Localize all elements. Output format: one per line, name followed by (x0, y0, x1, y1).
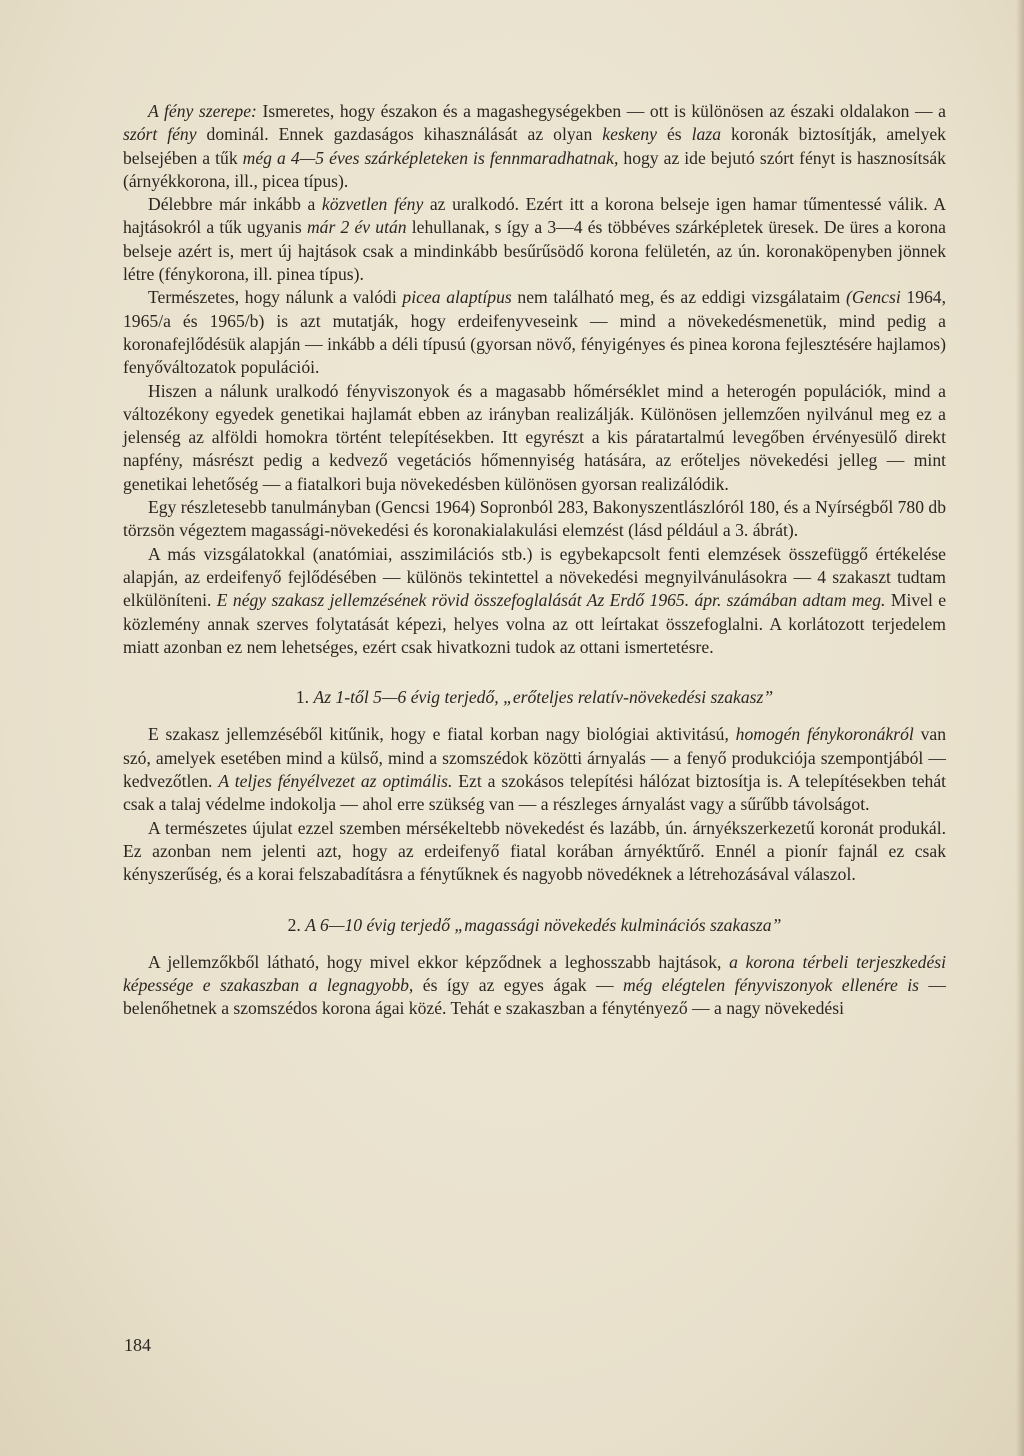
text-span: Természetes, hogy nálunk a valódi (148, 287, 403, 308)
paragraph (123, 193, 946, 286)
text-span: A más vizsgálatokkal (anatómiai, asszimilációs stb.) is egybekapcsolt fenti elemzések összefüggő értékelése alapján, az erdeifenyő fejlődésében — különös tekintettel a növekedési megnyilvánulásokra — 4 szakaszt tudtam elkülöníteni. (123, 543, 946, 611)
italic-span: picea alaptípus (402, 287, 512, 308)
section-2-title: A 6—10 évig terjedő „magassági növekedés kulminációs szakasza” (305, 914, 782, 935)
paragraph (123, 286, 946, 379)
text-span: és így az egyes ágak — (413, 975, 623, 996)
text-span: hogy az ide bejutó szórt fényt is hasznosítsák (árnyékkorona, ill., picea típus). (123, 147, 946, 191)
italic-span: A teljes fényélvezet az optimális. (218, 771, 453, 792)
paragraph (123, 723, 946, 816)
section-1-title: Az 1-től 5—6 évig terjedő, „erőteljes relatív-növekedési szakasz” (313, 687, 774, 708)
italic-span: szórt fény (123, 124, 197, 145)
section-1-heading (123, 686, 946, 709)
body-text (123, 100, 946, 1021)
text-span: E szakasz jellemzéséből kitűnik, hogy e fiatal korban nagy biológiai aktivitású, (148, 724, 736, 745)
italic-span: közvetlen fény (321, 194, 424, 215)
paragraph (123, 380, 946, 496)
intro-section (123, 100, 946, 659)
text-span: van szó, amelyek esetében mind a külső, mind a szomszédok közötti árnyalás — a fenyő produkciója szempontjából — kedvezőtlen. (123, 724, 946, 792)
text-span: Mivel e közlemény annak szerves folytatását képezi, helyes volna az ott leírtakat összefoglalni. A korlátozott terjedelem miatt azonban ez nem lehetséges, ezért csak hivatkozni tudok az ottani ismertetésre. (123, 590, 946, 657)
text-span: A természetes újulat ezzel szemben mérsékeltebb növekedést és lazább, ún. árnyékszerkezetű koronát produkál. Ez azonban nem jelenti azt, hogy az erdeifenyő fiatal korában árnyéktűrő. Ennél a pionír fajnál ez csak kényszerűség, és a korai felszabadításra a fénytűknek és nagyobb növedéknek a létrehozásával válaszol. (123, 817, 946, 885)
text-span: Ezt a szokásos telepítési hálózat biztosítja is. A telepítésekben tehát csak a talaj védelme indokolja — ahol erre szükség van — a részleges árnyalást vagy a sűrűbb távolságot. (123, 771, 947, 815)
italic-span: E négy szakasz jellemzésének rövid összefoglalását Az Erdő 1965. ápr. számában adtam meg. (216, 590, 886, 611)
italic-span: keskeny (602, 124, 657, 145)
text-span: A jellemzőkből látható, hogy mivel ekkor képződnek a leghosszabb hajtások, (148, 951, 730, 972)
section-2-heading (123, 914, 946, 937)
italic-span: már 2 év után (306, 217, 407, 238)
text-span: az uralkodó. Ezért itt a korona belseje igen hamar tűmentessé válik. A hajtásokról a tűk ugyanis (123, 194, 946, 238)
text-span: — belenőhetnek a szomszédos korona ágai közé. Tehát e szakaszban a fénytényező — a nagy növekedési (123, 975, 946, 1019)
text-span: Ismeretes, hogy északon és a magashegységekben — ott is különösen az északi oldalakon — a (262, 101, 946, 121)
page-number: 184 (124, 1335, 151, 1355)
text-span: dominál. Ennek gazdaságos kihasználását az olyan (196, 124, 603, 145)
text-span: Hiszen a nálunk uralkodó fényviszonyok és a magasabb hőmérséklet mind a heterogén populációk, mind a változékony egyedek genetikai hajlamát ebben az irányban realizálják. Különösen jellemzően nyilvánul meg ez a jelenség az alföldi homokra történt telepítésekben. Itt egyrészt a kis páratartalmú levegőben érvényesülő direkt napfény, másrészt pedig a kedvező vegetációs hőmennyiség hatására, az erőteljes növekedési jelleg — mint genetikai lehetőség — a fiatalkori buja növekedésben különösen gyorsan realizálódik. (123, 380, 946, 494)
italic-span: A fény szerepe: (148, 101, 263, 121)
text-span: és (656, 124, 692, 145)
section-1-body (123, 723, 946, 886)
paragraph (123, 817, 946, 887)
italic-span: (Gencsi (846, 287, 901, 308)
section-1-number: 1. (295, 687, 310, 708)
text-span: Délebbre már inkább a (148, 194, 322, 215)
text-span: lehullanak, s így a 3—4 és többéves szárképletek üresek. De üres a korona belseje azért is, mert új hajtások csak a mindinkább besűrűsödő korona felületén, az ún. koronaköpenyben jönnek létre (fénykorona, ill. pinea típus). (123, 217, 946, 285)
text-span: koronák biztosítják, amelyek belsejében a tűk (123, 124, 946, 168)
text-span: Egy részletesebb tanulmányban (Gencsi 1964) Sopronból 283, Bakonyszentlászlóról 180, és a Nyírségből 780 db törzsön végeztem magassági-növekedési és koronakialakulási elemzést (lásd például a 3. ábrát). (123, 497, 946, 541)
paragraph (123, 543, 946, 659)
italic-span: még elégtelen fényviszonyok ellenére is (622, 975, 919, 996)
italic-span: homogén fénykoronákról (735, 724, 914, 745)
paragraph (123, 496, 946, 543)
text-span: nem található meg, és az eddigi vizsgálataim (511, 287, 846, 308)
page-edge-shadow (1016, 0, 1024, 1456)
paragraph (123, 951, 946, 1021)
italic-span: még a 4—5 éves szárképleteken is fennmaradhatnak, (242, 147, 619, 168)
text-span: 1964, 1965/a és 1965/b) is azt mutatják, hogy erdeifenyveseink — mind a növekedésmenetük, mind pedig a koronafejlődésük alapján — inkább a déli típusú (gyorsan növő, fényigényes és pinea korona fejlesztésére hajlamos) fenyőváltozatok populációi. (123, 287, 946, 378)
paragraph (123, 100, 946, 193)
section-2-body (123, 951, 946, 1021)
italic-span: laza (691, 124, 721, 145)
italic-span: a korona térbeli terjeszkedési képessége e szakaszban a legnagyobb, (123, 951, 946, 996)
section-2-number: 2. (287, 914, 301, 935)
